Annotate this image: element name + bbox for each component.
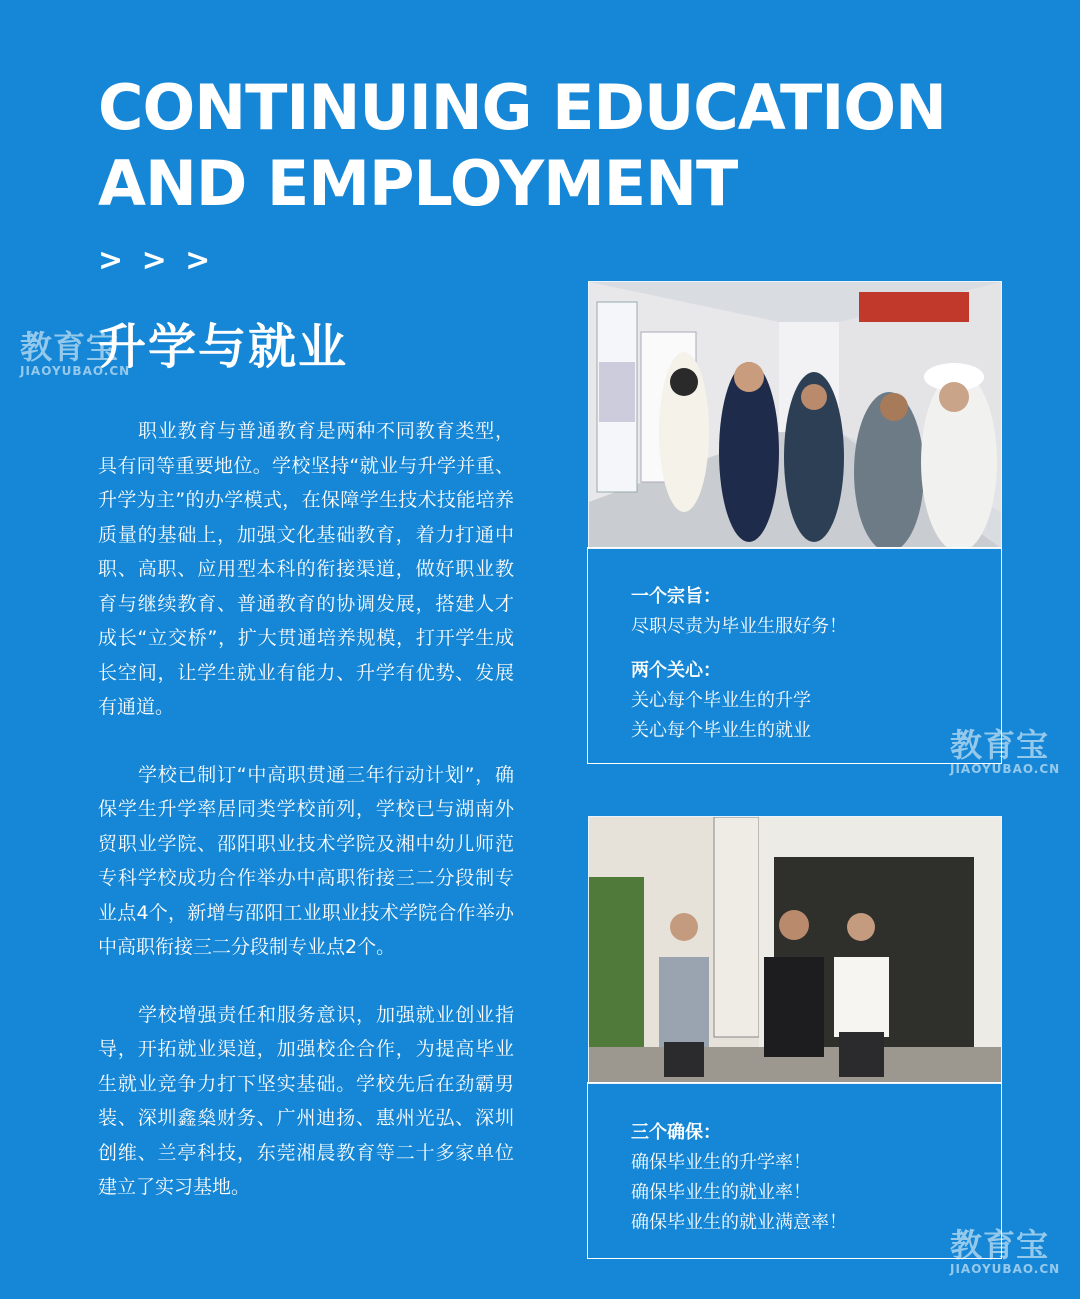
- paragraph: 职业教育与普通教育是两种不同教育类型，具有同等重要地位。学校坚持“就业与升学并重、升学为主”的办学模式，在保障学生技术技能培养质量的基础上，加强文化基础教育，着力打通中职、高职、应用型本科的衔接渠道，做好职业教育与继续教育、普通教育的协调发展，搭建人才成长“立交桥”，扩大贯通培养规模，打开学生成长空间，让学生就业有能力、升学有优势、发展有通道。: [98, 420, 514, 718]
- paragraph: 学校已制订“中高职贯通三年行动计划”，确保学生升学率居同类学校前列，学校已与湖南外贸职业学院、邵阳职业技术学院及湘中幼儿师范专科学校成功合作举办中高职衔接三二分段制专业点4个，新增与邵阳工业职业技术学院合作举办中高职衔接三二分段制专业点2个。: [98, 763, 514, 958]
- paragraph: 学校增强责任和服务意识，加强就业创业指导，开拓就业渠道，加强校企合作，为提高毕业生就业竞争力打下坚实基础。学校先后在劲霸男装、深圳鑫燊财务、广州迪扬、惠州光弘、深圳创维、兰亭科技，东莞湘晨教育等二十多家单位建立了实习基地。: [98, 1003, 514, 1198]
- watermark-text: 教育宝: [950, 1226, 1050, 1264]
- body-text: [98, 414, 514, 1238]
- watermark-url: JIAOYUBAO.CN: [950, 1262, 1061, 1276]
- caption-line: 关心每个毕业生的升学: [631, 690, 811, 711]
- watermark-logo: [20, 330, 130, 378]
- corridor-photo: [588, 281, 1002, 549]
- caption-line: 确保毕业生的就业率！: [631, 1182, 811, 1203]
- watermark-text: 教育宝: [950, 726, 1050, 764]
- watermark-url: JIAOYUBAO.CN: [950, 762, 1061, 776]
- chevron-decoration: > > >: [98, 243, 215, 278]
- caption-box-2: [587, 1082, 1002, 1259]
- caption-line: 尽职尽责为毕业生服好务！: [631, 616, 847, 637]
- english-heading: [98, 70, 946, 222]
- watermark-text: 教育宝: [20, 328, 120, 366]
- caption-box-1: [587, 547, 1002, 764]
- watermark-logo: [950, 728, 1060, 776]
- group-photo: [588, 816, 1002, 1084]
- chinese-title: 升学与就业: [98, 319, 349, 375]
- watermark-logo: [950, 1228, 1060, 1276]
- caption-line: 确保毕业生的就业满意率！: [631, 1212, 847, 1233]
- caption-title: 三个确保：: [631, 1122, 721, 1143]
- caption-line: 关心每个毕业生的就业: [631, 720, 811, 741]
- heading-line-2: AND EMPLOYMENT: [98, 147, 738, 220]
- caption-title: 一个宗旨：: [631, 586, 721, 607]
- caption-line: 确保毕业生的升学率！: [631, 1152, 811, 1173]
- caption-title: 两个关心：: [631, 660, 721, 681]
- watermark-url: JIAOYUBAO.CN: [20, 364, 131, 378]
- heading-line-1: CONTINUING EDUCATION: [98, 71, 946, 144]
